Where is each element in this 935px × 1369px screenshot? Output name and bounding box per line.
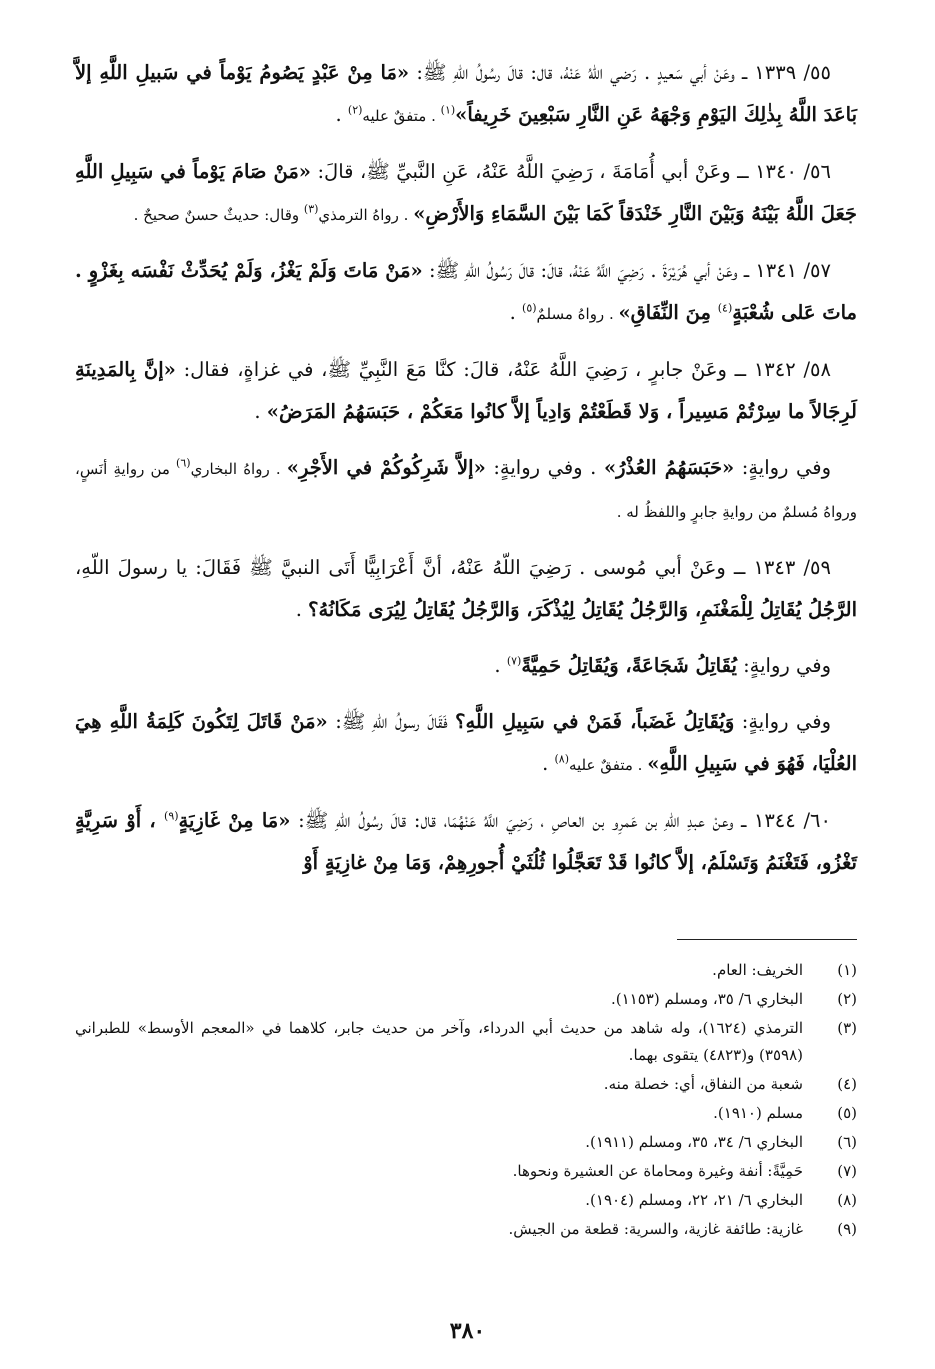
hadith-paragraph	[75, 800, 857, 884]
prophetic-quote: «مَنْ صَامَ يَوْماً في سَبِيلِ اللَّهِ جَعَلَ اللَّهُ بَيْنَهُ وَبَيْنَ النَّارِ خَنْدَقاً كَمَا بَيْنَ السَّمَاءِ وَالأَرْضِ»	[75, 160, 857, 225]
footnote-number: (٦)	[837, 1133, 857, 1151]
narration-text: . متفقٌ عليه	[568, 756, 648, 774]
narration-text: . رواهُ الترمذي	[318, 206, 414, 224]
narration-text: . متفقٌ عليه	[362, 107, 441, 125]
hadith-paragraph	[75, 151, 857, 236]
footnote-item	[75, 1100, 857, 1127]
footnote-text: البخاري ٦/ ٣٥، ومسلم (١١٥٣).	[611, 990, 803, 1008]
footnote-marker: (٦)	[176, 456, 191, 470]
prophetic-quote: ، أَوْ سَرِيَّةٍ تَغْزُو، فَتَغْنَمُ وَتَسْلَمُ، إلاَّ كانُوا قَدْ تَعَجَّلُوا ثُلُثَيْ أُجورِهِمْ، وَمَا مِنْ غازِيَةٍ أَوْ	[75, 809, 857, 874]
page-number: ٣٨٠	[449, 1318, 486, 1344]
footnote-divider	[677, 939, 857, 940]
footnote-item	[75, 1158, 857, 1185]
narration-text: من روايةِ أنَسٍ، ورواهُ مُسلمٌ من روايةِ جابرٍ واللفظُ له .	[75, 460, 857, 521]
footnote-number: (٤)	[837, 1075, 857, 1093]
hadith-paragraph	[75, 52, 857, 137]
footnote-text: الترمذي (١٦٢٤)، وله شاهد من حديث أبي الدرداء، وآخر من حديث جابر، كلاهما في «المعجم الأوسط» للطبراني (٣٥٩٨) و(٤٨٢٣) يتقوى بهما.	[75, 1019, 803, 1064]
prophetic-quote: «مَنْ مَاتَ وَلَمْ يَغْزُ، وَلَمْ يُحَدِّثْ نَفْسَه بِغَزْوٍ . ماتَ عَلى شُعْبَةٍ	[75, 259, 857, 324]
footnote-number: (٥)	[837, 1104, 857, 1122]
footnote-marker: (١)	[440, 103, 456, 117]
footnote-number: (٣)	[837, 1019, 857, 1037]
narration-text: ٥٩/ ١٣٤٣ ــ وعَنْ أبي مُوسى . رَضِيَ اللّهُ عَنْهُ، أنَّ أَعْرَابِيًّا أَتَى النبيَّ ﷺ فَقَالَ: يا رسولَ اللّهِ،	[75, 556, 831, 579]
footnote-item	[75, 1187, 857, 1214]
footnote-item	[75, 1216, 857, 1243]
narration-text: .	[254, 400, 267, 423]
hadith-narration-paragraph	[75, 447, 857, 533]
footnote-item	[75, 1015, 857, 1069]
hadith-text-body	[75, 52, 857, 898]
footnote-item	[75, 1071, 857, 1098]
footnote-marker: (٧)	[506, 654, 522, 668]
narration-text: ٥٦/ ١٣٤٠ ــ وعَنْ أبي أُمَامَةَ ، رَضِيَ اللَّهُ عَنْهُ، عَنِ النَّبيِّ ﷺ، قالَ:	[311, 160, 831, 183]
hadith-narration-paragraph	[75, 701, 857, 786]
footnote-text: غازية: طائفة غازية، والسرية: قطعة من الجيش.	[508, 1220, 803, 1238]
footnote-number: (٨)	[837, 1191, 857, 1209]
narration-text: وفي روايةٍ:	[734, 710, 831, 733]
footnote-text: شعبة من النفاق، أي: خصلة منه.	[603, 1075, 803, 1093]
narration-text: .	[335, 103, 348, 126]
narration-text: وفي روايةٍ:	[734, 456, 832, 479]
footnote-marker: (٥)	[522, 301, 537, 315]
footnote-marker: (٤)	[717, 301, 733, 315]
footnote-item	[75, 957, 857, 984]
footnote-marker: (٩)	[164, 809, 179, 823]
narration-text: فَقَالَ رسولُ اللّهِ ﷺ:	[327, 710, 456, 733]
footnotes-list	[75, 957, 857, 1245]
prophetic-quote: «إنَّ بِالمَدِينَةِ لَرِجَالاً ما سِرْتُمْ مَسِيراً ، وَلا قَطَعْتُمْ وَادِياً إلاَّ كانُوا مَعَكُمْ ، حَبَسَهُمُ المَرَضُ»	[75, 358, 857, 423]
hadith-paragraph	[75, 349, 857, 433]
footnote-marker: (٨)	[554, 752, 569, 766]
footnote-text: مسلم (١٩١٠).	[713, 1104, 803, 1122]
footnote-text: البخاري ٦/ ٣٤، ٣٥، ومسلم (١٩١١).	[585, 1133, 803, 1151]
narration-text: .	[494, 654, 507, 677]
hadith-narration-paragraph	[75, 645, 857, 687]
footnote-number: (٢)	[837, 990, 857, 1008]
prophetic-quote: «مَا مِنْ عَبْدٍ يَصُومُ يَوْماً في سَبيلِ اللَّهِ إلاَّ بَاعَدَ اللَّهُ بِذٰلِكَ اليَوْمِ وَجْهَهُ عَنِ النَّارِ سَبْعِينَ خَرِيفاً»	[75, 61, 857, 126]
footnote-item	[75, 1129, 857, 1156]
prophetic-quote: «حَبَسَهُمُ العُذْرُ»	[603, 456, 735, 479]
footnote-text: البخاري ٦/ ٢١، ٢٢، ومسلم (١٩٠٤).	[585, 1191, 803, 1209]
footnote-item	[75, 986, 857, 1013]
footnote-marker: (٢)	[347, 103, 363, 117]
narration-text: .	[542, 752, 555, 775]
narration-text: .	[295, 598, 309, 621]
prophetic-quote: «مَنْ قَاتَلَ لِتَكُونَ كَلِمَةُ اللَّهِ هِيَ العُلْيَا، فَهُوَ في سَبِيلِ اللَّهِ»	[75, 710, 857, 775]
footnote-text: حَمِيَّةً: أنفة وغيرة ومحاماة عن العشيرة ونحوها.	[512, 1162, 803, 1180]
narration-text: . رواهُ البخاري	[190, 460, 287, 478]
prophetic-quote: «مَا مِنْ غَازِيَةٍ	[178, 809, 291, 832]
footnote-number: (٧)	[837, 1162, 857, 1180]
prophetic-quote: يُقَاتِلُ شَجَاعَةً، وَيُقَاتِلُ حَمِيَّةً	[521, 654, 737, 677]
narration-text: . رواهُ مسلمٌ	[536, 305, 619, 323]
footnote-number: (٩)	[837, 1220, 857, 1238]
hadith-paragraph	[75, 250, 857, 335]
footnote-marker: (٣)	[303, 202, 319, 216]
prophetic-quote: الرَّجُلُ يُقَاتِلُ لِلْمَغْنَمِ، وَالرَّجُلُ يُقَاتِلُ لِيُذْكَرَ، وَالرَّجُلُ يُقَاتِلُ لِيُرَى مَكَانُهُ؟	[308, 598, 857, 621]
narration-text: ٥٥/ ١٣٣٩ ــ وعَنْ أبي سَعيدٍ . رَضي اللّهُ عَنْهُ، قال: قالَ رسُولُ اللّهِ ﷺ:	[409, 61, 831, 84]
narration-text: .	[509, 301, 523, 324]
footnote-number: (١)	[837, 961, 857, 979]
hadith-paragraph	[75, 547, 857, 631]
narration-text: . وفي روايةٍ:	[485, 456, 604, 479]
narration-text: وفي روايةٍ:	[736, 654, 831, 677]
prophetic-quote: «إلاَّ شَرِكُوكُمْ في الأَجْرِ»	[286, 456, 486, 479]
prophetic-quote: مِنَ النِّفَاقِ»	[618, 301, 718, 324]
footnote-text: الخريف: العام.	[712, 961, 803, 979]
narration-text: ٦٠/ ١٣٤٤ ــ وعنْ عبدِ اللّهِ بن عَمرِو بن العاصِ ، رَضِيَ اللَّهُ عَنْهُمَا، قال: قالَ رسُولُ اللّهِ ﷺ:	[290, 809, 831, 832]
prophetic-quote: وَيُقَاتِلُ غَضَباً، فَمَنْ في سَبِيلِ اللَّهِ؟	[455, 710, 735, 733]
narration-text: ٥٧/ ١٣٤١ ــ وعَنْ أبي هُرَيْرَةَ . رَضِيَ اللَّهُ عَنْهُ، قالَ: قالَ رَسُولُ اللّهِ ﷺ:	[422, 259, 831, 282]
narration-text: ٥٨/ ١٣٤٢ ــ وعَنْ جابرٍ ، رَضِيَ اللَّهُ عَنْهُ، قالَ: كنَّا مَعَ النَّبِيِّ ﷺ، في غزاةٍ، فقال:	[175, 358, 831, 381]
narration-text: وقال: حديثٌ حسنٌ صحيحٌ .	[133, 206, 304, 224]
